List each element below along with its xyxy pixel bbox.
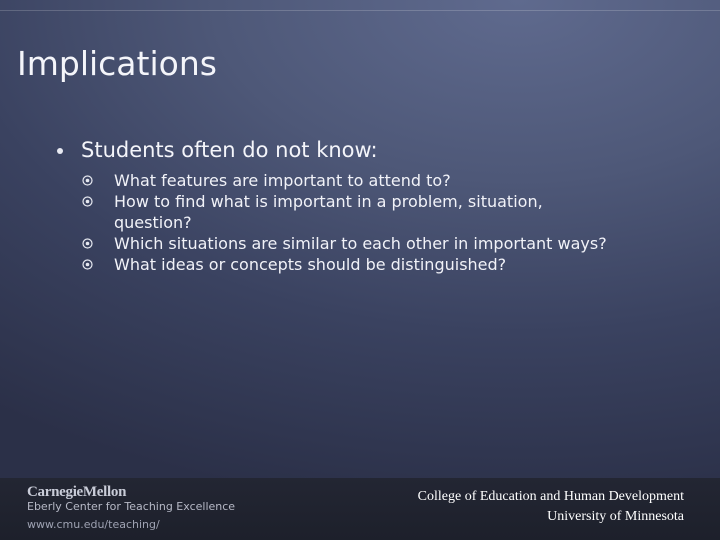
sub-bullet-text: question? — [114, 213, 192, 232]
sub-bullet-list — [79, 170, 679, 275]
sub-bullet-item — [79, 191, 679, 212]
circle-dot-icon — [82, 238, 93, 249]
cmu-center-name: Eberly Center for Teaching Excellence — [27, 500, 236, 513]
sub-bullet-text: What ideas or concepts should be distinguished? — [114, 255, 507, 274]
sub-bullet-text: How to find what is important in a problem, situation, — [114, 192, 543, 211]
umn-university-name: University of Minnesota — [547, 509, 684, 524]
top-divider — [0, 10, 720, 11]
umn-college-name: College of Education and Human Development — [417, 489, 684, 504]
circle-dot-icon — [82, 259, 93, 270]
cmu-url: www.cmu.edu/teaching/ — [27, 518, 160, 531]
umn-footer — [418, 487, 684, 527]
sub-bullet-text: Which situations are similar to each other in important ways? — [114, 234, 607, 253]
main-bullet-text: Students often do not know: — [81, 138, 378, 162]
sub-bullet-item — [79, 233, 679, 254]
sub-bullet-continuation — [79, 212, 679, 233]
bullet-dot-icon — [57, 148, 63, 154]
circle-dot-icon — [82, 175, 93, 186]
sub-bullet-text: What features are important to attend to? — [114, 171, 451, 190]
sub-bullet-item — [79, 170, 679, 191]
slide-title: Implications — [17, 44, 217, 83]
sub-bullet-item — [79, 254, 679, 275]
circle-dot-icon — [82, 196, 93, 207]
cmu-logo: CarnegieMellon — [27, 484, 127, 500]
